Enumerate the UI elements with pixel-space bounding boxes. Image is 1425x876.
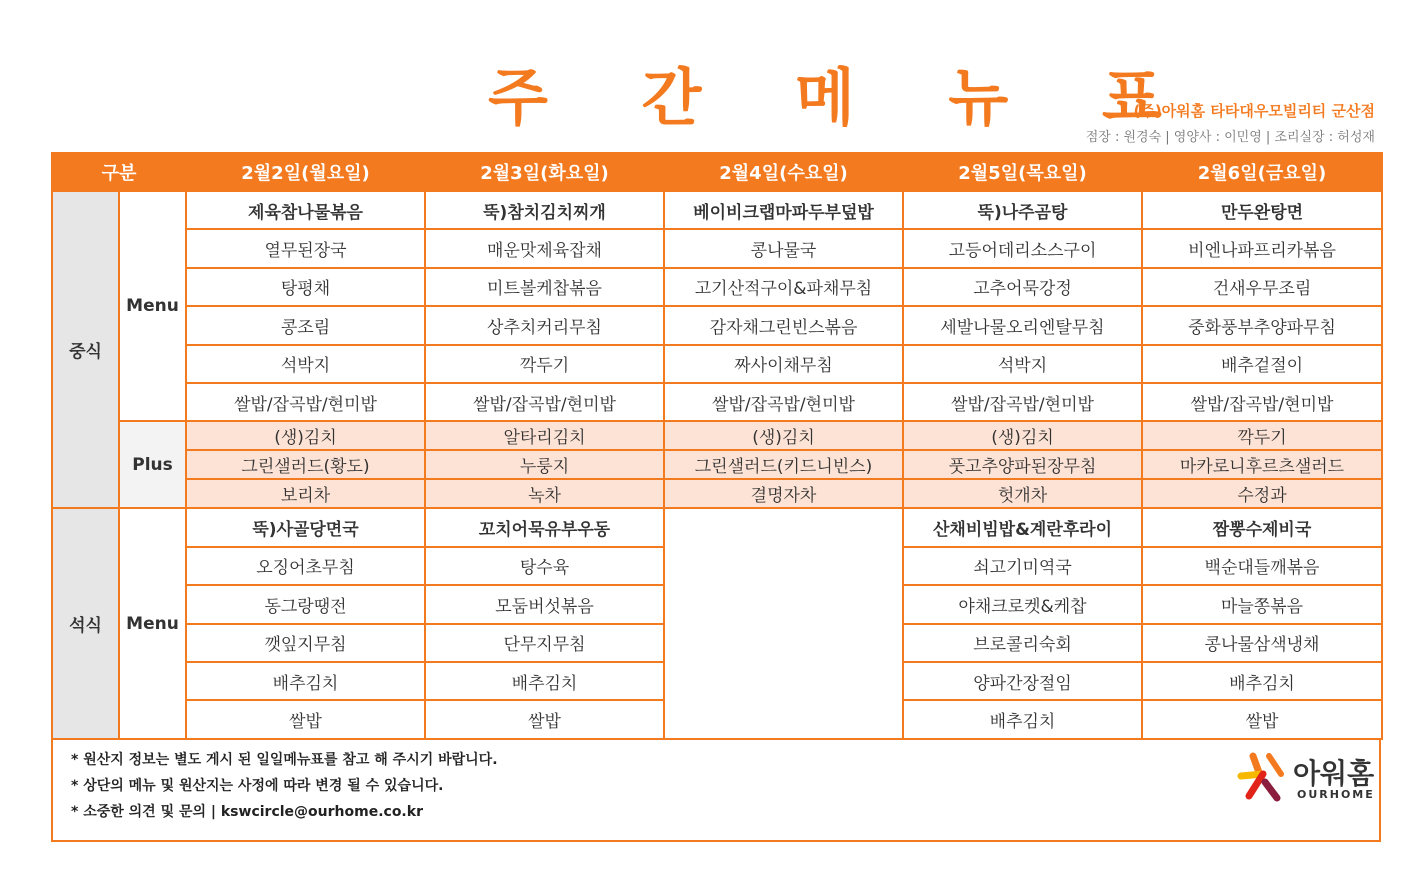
plus-cell: (생)김치: [186, 421, 425, 450]
empty-menu-cell: [664, 508, 903, 738]
day-header: 2월6일(금요일): [1142, 153, 1382, 191]
menu-cell: 동그랑땡전: [186, 585, 425, 623]
origin-note: * 원산지 정보는 별도 게시 된 일일메뉴표를 참고 해 주시기 바랍니다.: [71, 752, 498, 768]
menu-cell: 석박지: [903, 345, 1142, 383]
table-row: [52, 306, 1382, 344]
logo-subtext: OURHOME: [1297, 788, 1375, 801]
contact-note: * 소중한 의견 및 문의 | kswcircle@ourhome.co.kr: [71, 804, 423, 820]
menu-cell: 쌀밥: [186, 700, 425, 738]
menu-cell: 배추김치: [1142, 662, 1382, 700]
menu-cell: 마늘쫑볶음: [1142, 585, 1382, 623]
day-header: 2월5일(목요일): [903, 153, 1142, 191]
menu-cell: 쌀밥/잡곡밥/현미밥: [664, 383, 903, 421]
menu-cell: 쇠고기미역국: [903, 547, 1142, 585]
day-header: 2월3일(화요일): [425, 153, 664, 191]
day-header: 2월2일(월요일): [186, 153, 425, 191]
menu-cell: 깻잎지무침: [186, 624, 425, 662]
menu-cell: 배추김치: [903, 700, 1142, 738]
menu-cell: 쌀밥/잡곡밥/현미밥: [186, 383, 425, 421]
menu-cell: 만두완탕면: [1142, 191, 1382, 229]
table-row: [52, 421, 1382, 450]
menu-cell: 비엔나파프리카볶음: [1142, 229, 1382, 267]
menu-cell: 백순대들깨볶음: [1142, 547, 1382, 585]
lunch-label: 중식: [52, 191, 119, 508]
menu-cell: 매운맛제육잡채: [425, 229, 664, 267]
plus-cell: 수정과: [1142, 479, 1382, 508]
menu-cell: 열무된장국: [186, 229, 425, 267]
table-row: [52, 229, 1382, 267]
plus-cell: 그린샐러드(키드니빈스): [664, 450, 903, 479]
category-header: 구분: [52, 153, 186, 191]
menu-cell: 배추겉절이: [1142, 345, 1382, 383]
menu-cell: 뚝)사골당면국: [186, 508, 425, 546]
plus-cell: 보리차: [186, 479, 425, 508]
menu-cell: 쌀밥/잡곡밥/현미밥: [1142, 383, 1382, 421]
menu-cell: 산채비빔밥&계란후라이: [903, 508, 1142, 546]
menu-cell: 야채크로켓&케찹: [903, 585, 1142, 623]
plus-cell: 녹차: [425, 479, 664, 508]
menu-cell: 모둠버섯볶음: [425, 585, 664, 623]
plus-cell: 결명자차: [664, 479, 903, 508]
menu-cell: 쌀밥/잡곡밥/현미밥: [903, 383, 1142, 421]
dinner-label: 석식: [52, 508, 119, 738]
menu-cell: 콩조림: [186, 306, 425, 344]
menu-cell: 석박지: [186, 345, 425, 383]
table-row: [52, 345, 1382, 383]
menu-cell: 콩나물국: [664, 229, 903, 267]
plus-cell: 풋고추양파된장무침: [903, 450, 1142, 479]
plus-cell: 깍두기: [1142, 421, 1382, 450]
menu-cell: 쌀밥/잡곡밥/현미밥: [425, 383, 664, 421]
lunch-plus-label: Plus: [119, 421, 186, 508]
plus-cell: (생)김치: [664, 421, 903, 450]
menu-cell: 고기산적구이&파채무침: [664, 268, 903, 306]
table-row: [52, 508, 1382, 546]
menu-cell: 쌀밥: [425, 700, 664, 738]
plus-cell: 그린샐러드(황도): [186, 450, 425, 479]
menu-cell: 꼬치어묵유부우동: [425, 508, 664, 546]
menu-cell: 배추김치: [425, 662, 664, 700]
footer-notes: [51, 740, 1381, 842]
plus-cell: (생)김치: [903, 421, 1142, 450]
menu-cell: 짬뽕수제비국: [1142, 508, 1382, 546]
table-row: [52, 450, 1382, 479]
weekly-menu-table: [51, 152, 1383, 740]
table-row: [52, 383, 1382, 421]
table-header-row: [52, 153, 1382, 191]
menu-cell: 오징어초무침: [186, 547, 425, 585]
menu-cell: 건새우무조림: [1142, 268, 1382, 306]
menu-cell: 양파간장절임: [903, 662, 1142, 700]
menu-cell: 고추어묵강정: [903, 268, 1142, 306]
menu-cell: 미트볼케찹볶음: [425, 268, 664, 306]
menu-cell: 제육참나물볶음: [186, 191, 425, 229]
table-row: [52, 479, 1382, 508]
menu-cell: 쌀밥: [1142, 700, 1382, 738]
plus-cell: 누룽지: [425, 450, 664, 479]
menu-cell: 단무지무침: [425, 624, 664, 662]
lunch-menu-label: Menu: [119, 191, 186, 421]
day-header: 2월4일(수요일): [664, 153, 903, 191]
menu-cell: 탕수육: [425, 547, 664, 585]
menu-cell: 콩나물삼색냉채: [1142, 624, 1382, 662]
menu-cell: 베이비크랩마파두부덮밥: [664, 191, 903, 229]
staff-info: 점장 : 원경숙 | 영양사 : 이민영 | 조리실장 : 허성재: [1085, 130, 1375, 145]
dinner-menu-label: Menu: [119, 508, 186, 738]
menu-cell: 감자채그린빈스볶음: [664, 306, 903, 344]
table-row: [52, 268, 1382, 306]
page-title: 주 간 메 뉴 표: [488, 61, 1198, 134]
plus-cell: 마카로니후르츠샐러드: [1142, 450, 1382, 479]
logo-text: 아워홈: [1293, 757, 1375, 790]
menu-cell: 뚝)나주곰탕: [903, 191, 1142, 229]
menu-cell: 깍두기: [425, 345, 664, 383]
menu-cell: 세발나물오리엔탈무침: [903, 306, 1142, 344]
plus-cell: 헛개차: [903, 479, 1142, 508]
ourhome-logo: [1235, 748, 1375, 808]
menu-cell: 상추치커리무침: [425, 306, 664, 344]
plus-cell: 알타리김치: [425, 421, 664, 450]
menu-cell: 중화풍부추양파무침: [1142, 306, 1382, 344]
change-note: * 상단의 메뉴 및 원산지는 사정에 따라 변경 될 수 있습니다.: [71, 778, 444, 794]
menu-cell: 고등어데리소스구이: [903, 229, 1142, 267]
menu-cell: 배추김치: [186, 662, 425, 700]
menu-cell: 뚝)참치김치찌개: [425, 191, 664, 229]
ourhome-logo-icon: [1235, 748, 1295, 808]
company-name: (주)아워홈 타타대우모빌리티 군산점: [1133, 102, 1375, 120]
menu-cell: 브로콜리숙회: [903, 624, 1142, 662]
menu-cell: 짜사이채무침: [664, 345, 903, 383]
table-row: [52, 191, 1382, 229]
menu-cell: 탕평채: [186, 268, 425, 306]
